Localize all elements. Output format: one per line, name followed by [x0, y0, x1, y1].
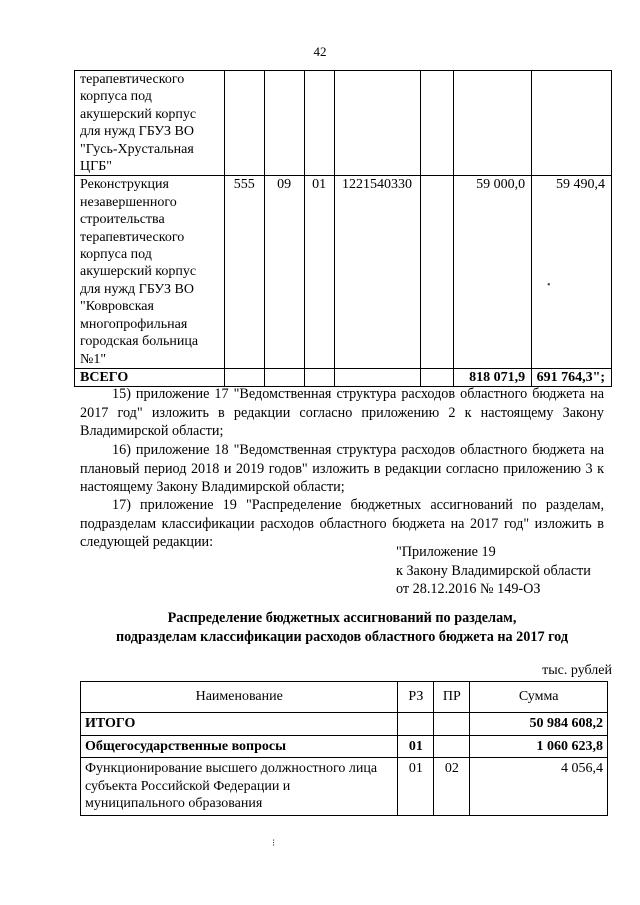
row-sum: 50 984 608,2 [470, 713, 608, 736]
row-sum: 4 056,4 [470, 758, 608, 816]
table-cell [420, 71, 454, 176]
row-name: Общегосударственные вопросы [81, 735, 398, 758]
row-sum: 1 060 623,8 [470, 735, 608, 758]
table-cell [224, 71, 264, 176]
table-cell: 01 [304, 176, 334, 368]
table-cell [420, 176, 454, 368]
table-cell [454, 71, 532, 176]
table-row [81, 735, 608, 758]
paragraph-16: 16) приложение 18 "Ведомственная структура расходов областного бюджета на плановый период 2018 и 2019 годов" изложить в редакции согласно приложению 3 к настоящему Закону Владимирской области; [80, 442, 604, 495]
row-name: Функционирование высшего должностного лица субъекта Российской Федерации и муниципального образования [81, 758, 398, 816]
table-cell [334, 71, 420, 176]
expenses-table-continued [74, 70, 612, 387]
row-pr [434, 735, 470, 758]
table-row [81, 758, 608, 816]
appendix-header [396, 543, 591, 599]
table-cell: 555 [224, 176, 264, 368]
appendix-line: к Закону Владимирской области [396, 562, 591, 579]
paragraph-15: 15) приложение 17 "Ведомственная структура расходов областного бюджета на 2017 год" изложить в редакции согласно приложению 2 к настоящему Закону Владимирской области; [80, 386, 604, 439]
table-cell: 1221540330 [334, 176, 420, 368]
row-name: ИТОГО [81, 713, 398, 736]
appendix-line: "Приложение 19 [396, 544, 496, 560]
allocation-table [80, 681, 608, 816]
row-pr [434, 713, 470, 736]
table-row [75, 176, 612, 368]
table-cell [304, 71, 334, 176]
table-row [75, 71, 612, 176]
header-name: Наименование [81, 682, 398, 713]
header-pr: ПР [434, 682, 470, 713]
row-pr: 02 [434, 758, 470, 816]
header-rz: РЗ [398, 682, 434, 713]
total-label: ВСЕГО [75, 368, 225, 386]
table-cell: 59 490,4 [532, 176, 612, 368]
units-label: тыс. рублей [542, 663, 612, 678]
stray-mark: • [547, 280, 551, 291]
appendix-line: от 28.12.2016 № 149-ОЗ [396, 581, 541, 597]
row-rz [398, 713, 434, 736]
row-rz: 01 [398, 758, 434, 816]
paragraph-17: 17) приложение 19 "Распределение бюджетных ассигнований по разделам, подразделам классификации расходов областного бюджета на 2017 год" изложить в следующей редакции: [80, 497, 604, 550]
row-rz: 01 [398, 735, 434, 758]
table-header-row [81, 682, 608, 713]
table-cell [532, 71, 612, 176]
total-value-2018: 691 764,3"; [532, 368, 612, 386]
row-name-cell: Реконструкция незавершенного строительства терапевтического корпуса под акушерский корпус для нужд ГБУЗ ВО "Ковровская многопрофильная городская больница №1" [75, 176, 225, 368]
table-row [81, 713, 608, 736]
header-sum: Сумма [470, 682, 608, 713]
page-number: 42 [313, 44, 327, 59]
stray-mark: ⁝ [272, 838, 276, 849]
table-cell: 59 000,0 [454, 176, 532, 368]
table-cell [264, 71, 304, 176]
row-name-cell: терапевтического корпуса под акушерский корпус для нужд ГБУЗ ВО "Гусь-Хрустальная ЦГБ" [75, 71, 225, 176]
total-value-2017: 818 071,9 [454, 368, 532, 386]
document-title: Распределение бюджетных ассигнований по разделам, подразделам классификации расходов областного бюджета на 2017 год [115, 610, 569, 645]
table-cell: 09 [264, 176, 304, 368]
